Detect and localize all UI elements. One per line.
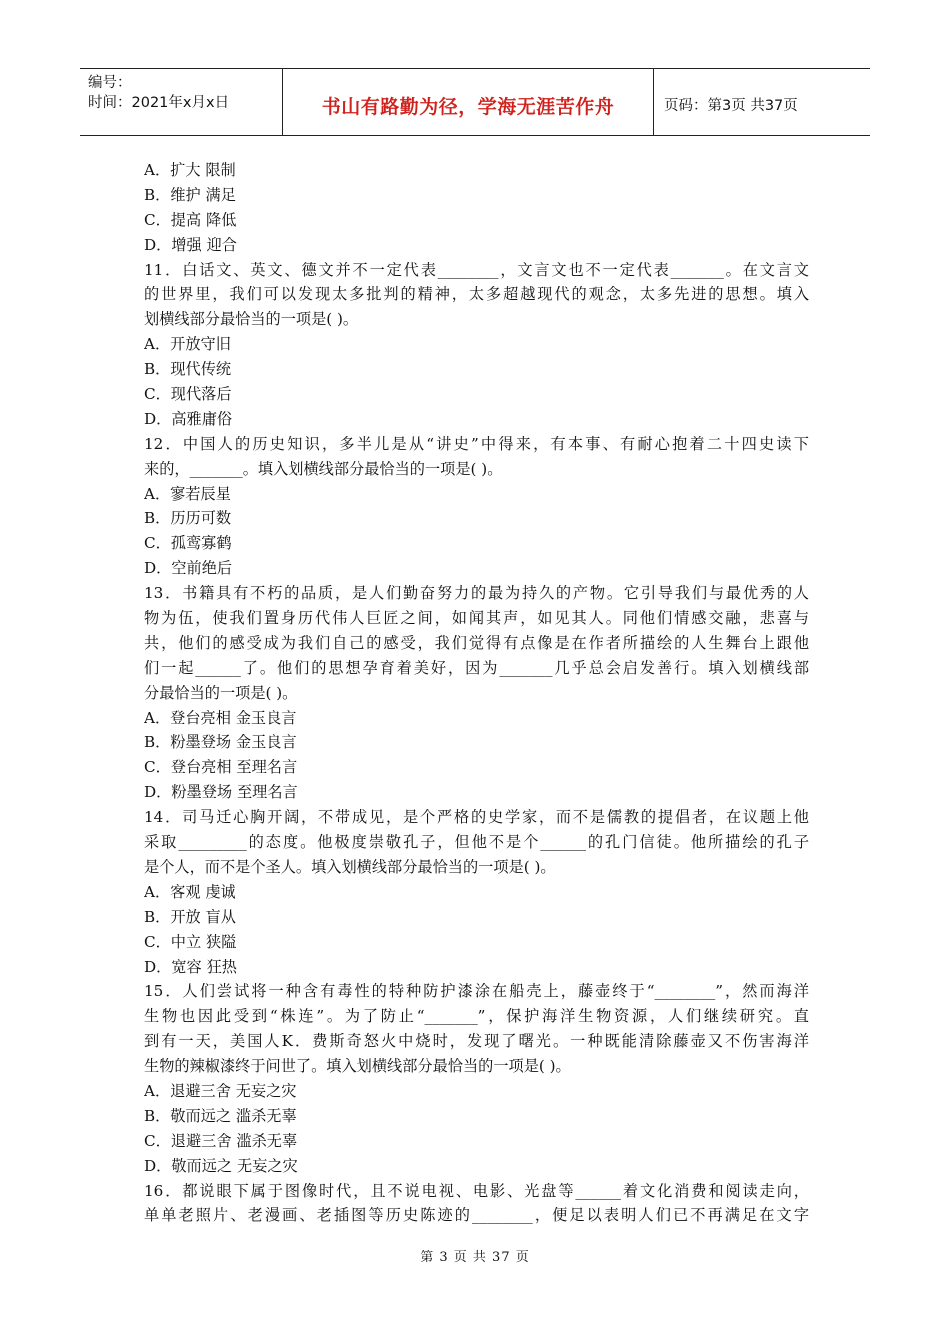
question-text-line: 15．人们尝试将一种含有毒性的特种防护漆涂在船壳上，藤壶终于“________”，然而海洋: [144, 982, 809, 1001]
answer-option: C．退避三舍 滥杀无辜: [144, 1131, 298, 1150]
answer-option: C．中立 狭隘: [144, 932, 237, 951]
header-motto: 书山有路勤为径，学海无涯苦作舟: [321, 95, 615, 118]
answer-option: B．敬而远之 滥杀无辜: [144, 1106, 297, 1125]
answer-option: A．客观 虔诚: [144, 882, 236, 901]
page-footer: 第 3 页 共 37 页: [420, 1250, 530, 1265]
answer-option: B．现代传统: [144, 360, 232, 379]
answer-option: C．登台亮相 至理名言: [144, 758, 298, 777]
question-text-line: 12．中国人的历史知识，多半儿是从“讲史”中得来，有本事、有耐心抱着二十四史读下: [144, 434, 809, 453]
question-text-line: 到有一天，美国人K．费斯奇怒火中烧时，发现了曙光。一种既能清除藤壶又不伤害海洋: [144, 1032, 809, 1051]
answer-option: D．粉墨登场 至理名言: [144, 783, 298, 802]
question-text-line: 是个人，而不是个圣人。填入划横线部分最恰当的一项是( )。: [144, 857, 556, 876]
question-text-line: 来的，_______。填入划横线部分最恰当的一项是( )。: [144, 459, 503, 478]
answer-option: B．开放 盲从: [144, 907, 236, 926]
question-text-line: 单单老照片、老漫画、老插图等历史陈迹的________，便足以表明人们已不再满足在文字: [144, 1206, 809, 1225]
header-meta: [80, 69, 282, 135]
question-text-line: 划横线部分最恰当的一项是( )。: [144, 310, 359, 329]
answer-option: B．历历可数: [144, 509, 232, 528]
answer-option: B．粉墨登场 金玉良言: [144, 733, 297, 752]
document-number-label: 编号：: [88, 75, 132, 91]
header-motto-cell: [282, 69, 654, 135]
question-text-line: 物为伍，使我们置身历代伟人巨匠之间，如闻其声，如见其人。同他们情感交融，悲喜与: [144, 609, 809, 628]
answer-option: A．扩大 限制: [144, 161, 236, 179]
answer-option: A．寥若辰星: [144, 484, 231, 503]
page-header: [80, 68, 870, 136]
answer-option: C．孤鸾寡鹤: [144, 534, 232, 553]
header-page-info: 页码：第3页 共37页: [664, 97, 798, 114]
question-text-line: 的世界里，我们可以发现太多批判的精神，太多超越现代的观念，太多先进的思想。填入: [144, 285, 809, 304]
document-date-label: 时间：2021年x月x日: [88, 95, 230, 111]
question-text-line: 生物的辣椒漆终于问世了。填入划横线部分最恰当的一项是( )。: [144, 1057, 571, 1076]
answer-option: D．宽容 狂热: [144, 957, 237, 976]
question-text-line: 16．都说眼下属于图像时代，且不说电视、电影、光盘等______着文化消费和阅读走向，: [144, 1181, 809, 1200]
answer-option: C．现代落后: [144, 385, 232, 404]
question-text-line: 共，他们的感受成为我们自己的感受，我们觉得有点像是在作者所描绘的人生舞台上跟他: [144, 633, 809, 652]
answer-option: D．高雅庸俗: [144, 409, 233, 428]
answer-option: A．开放守旧: [144, 335, 231, 354]
question-text-line: 11．白话文、英文、德文并不一定代表________，文言文也不一定代表_______。在文言文: [144, 260, 809, 279]
answer-option: C．提高 降低: [144, 210, 237, 229]
answer-option: B．维护 满足: [144, 185, 236, 204]
question-text-line: 们一起______了。他们的思想孕育着美好，因为_______几乎总会启发善行。填入划横线部: [144, 658, 809, 677]
question-text-line: 14．司马迁心胸开阔，不带成见，是个严格的史学家，而不是儒教的提倡者，在议题上他: [144, 808, 809, 827]
answer-option: D．敬而远之 无妄之灾: [144, 1156, 298, 1175]
answer-option: D．增强 迎合: [144, 235, 237, 254]
answer-option: A．退避三舍 无妄之灾: [144, 1081, 297, 1100]
answer-option: D．空前绝后: [144, 559, 233, 578]
question-text-line: 13．书籍具有不朽的品质，是人们勤奋努力的最为持久的产物。它引导我们与最优秀的人: [144, 584, 809, 603]
question-text-line: 生物也因此受到“株连”。为了防止“_______”，保护海洋生物资源，人们继续研究。直: [144, 1007, 809, 1026]
question-text-line: 采取_________的态度。他极度崇敬孔子，但他不是个______的孔门信徒。他所描绘的孔子: [144, 833, 809, 852]
question-text-line: 分最恰当的一项是( )。: [144, 683, 298, 702]
answer-option: A．登台亮相 金玉良言: [144, 708, 297, 727]
question-body: [144, 158, 809, 1228]
